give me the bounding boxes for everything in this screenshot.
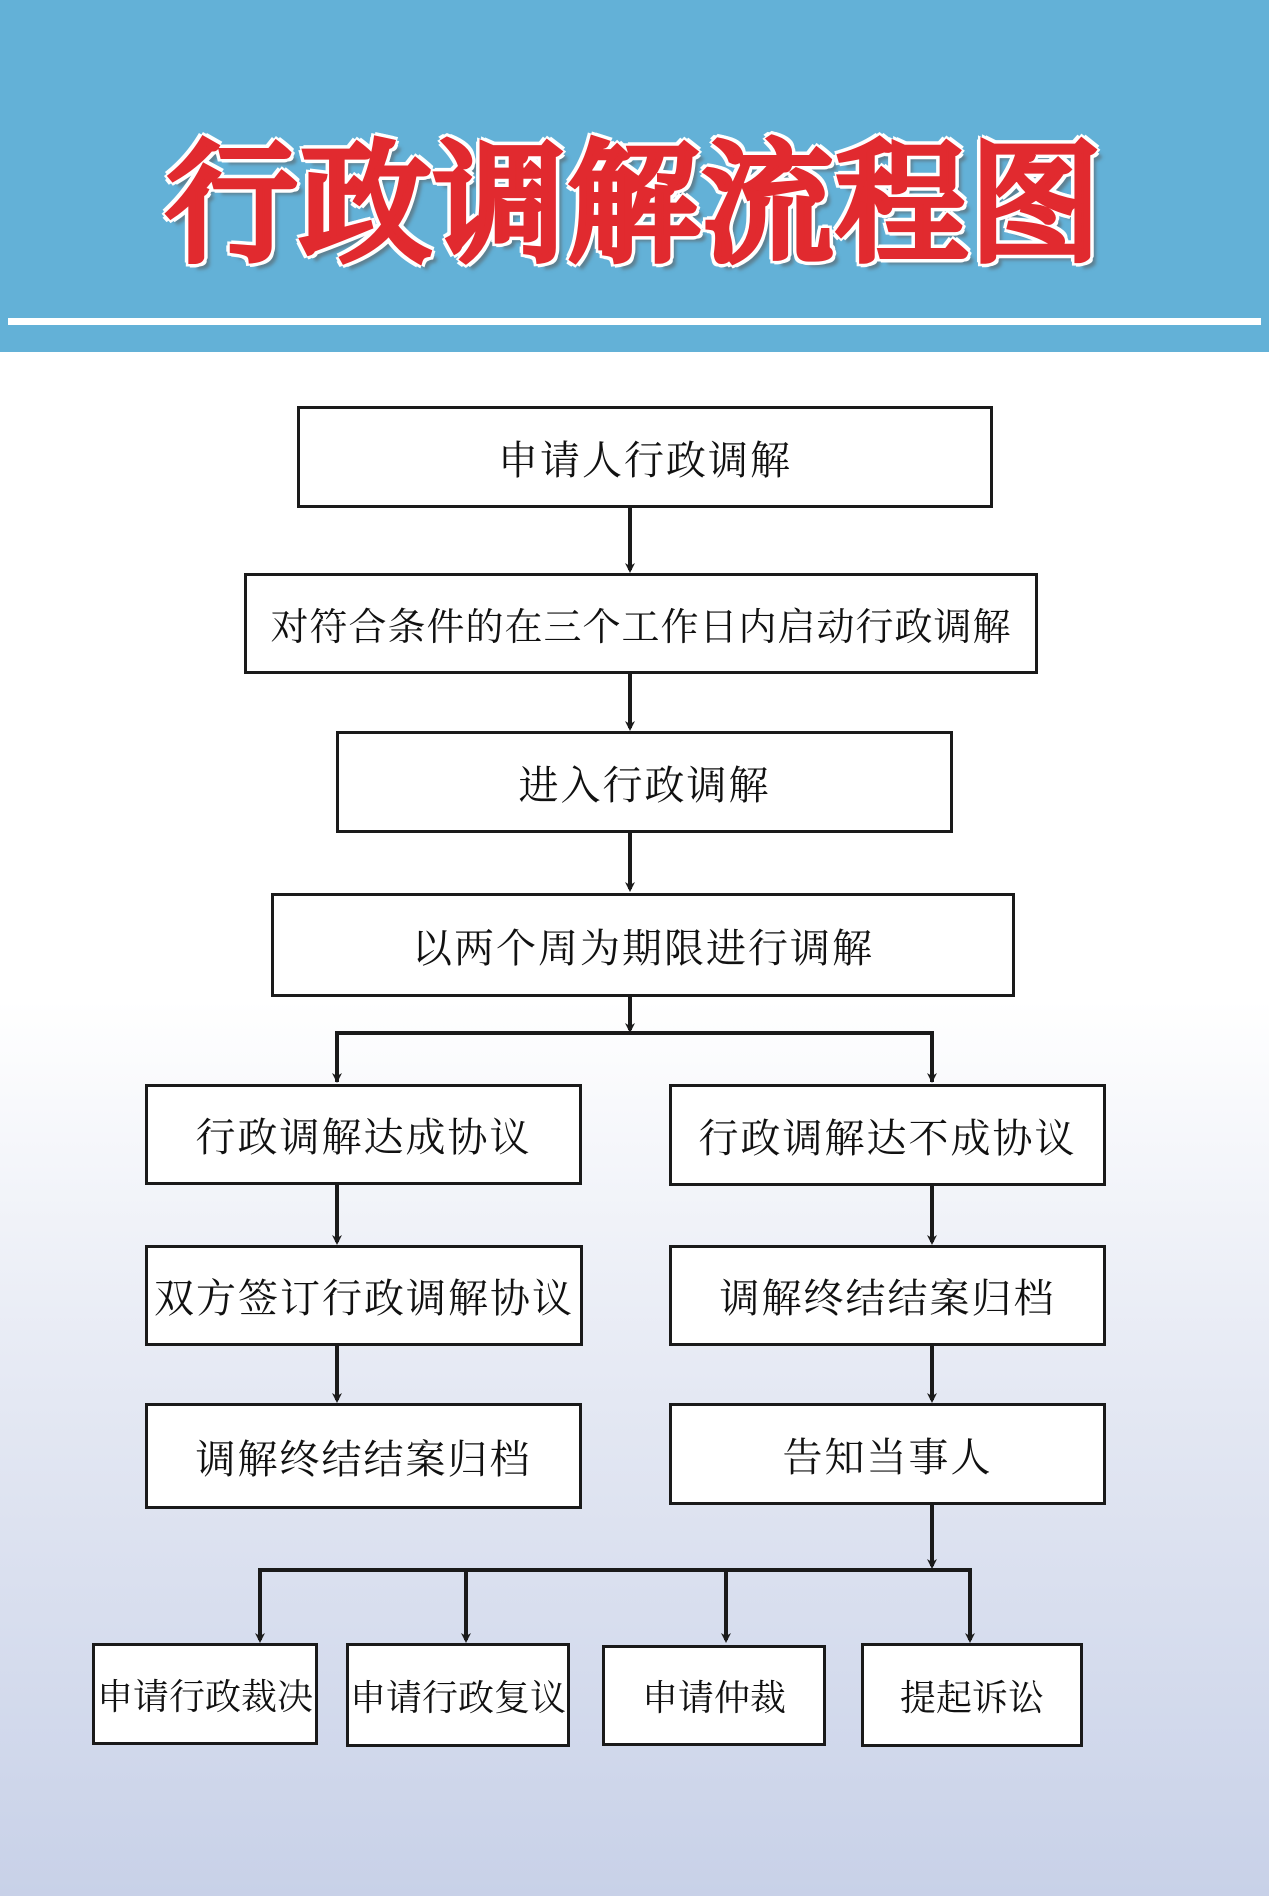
step-period: 以两个周为期限进行调解 (271, 893, 1015, 997)
step-archive-right: 调解终结结案归档 (669, 1245, 1106, 1346)
step-apply: 申请人行政调解 (297, 406, 993, 508)
step-no-agreement: 行政调解达不成协议 (669, 1084, 1106, 1186)
option-admin-ruling: 申请行政裁决 (92, 1643, 318, 1745)
step-sign: 双方签订行政调解协议 (145, 1245, 583, 1346)
step-start: 对符合条件的在三个工作日内启动行政调解 (244, 573, 1038, 674)
option-admin-review: 申请行政复议 (346, 1643, 570, 1747)
page-title: 行政调解流程图 (165, 128, 1104, 282)
step-enter: 进入行政调解 (336, 731, 953, 833)
step-notify: 告知当事人 (669, 1403, 1106, 1505)
step-agreement: 行政调解达成协议 (145, 1084, 582, 1185)
options-connector (260, 1570, 970, 1640)
split-connector (337, 1033, 932, 1082)
option-arbitration: 申请仲裁 (602, 1645, 826, 1746)
step-archive-left: 调解终结结案归档 (145, 1403, 582, 1509)
option-litigation: 提起诉讼 (861, 1643, 1083, 1747)
